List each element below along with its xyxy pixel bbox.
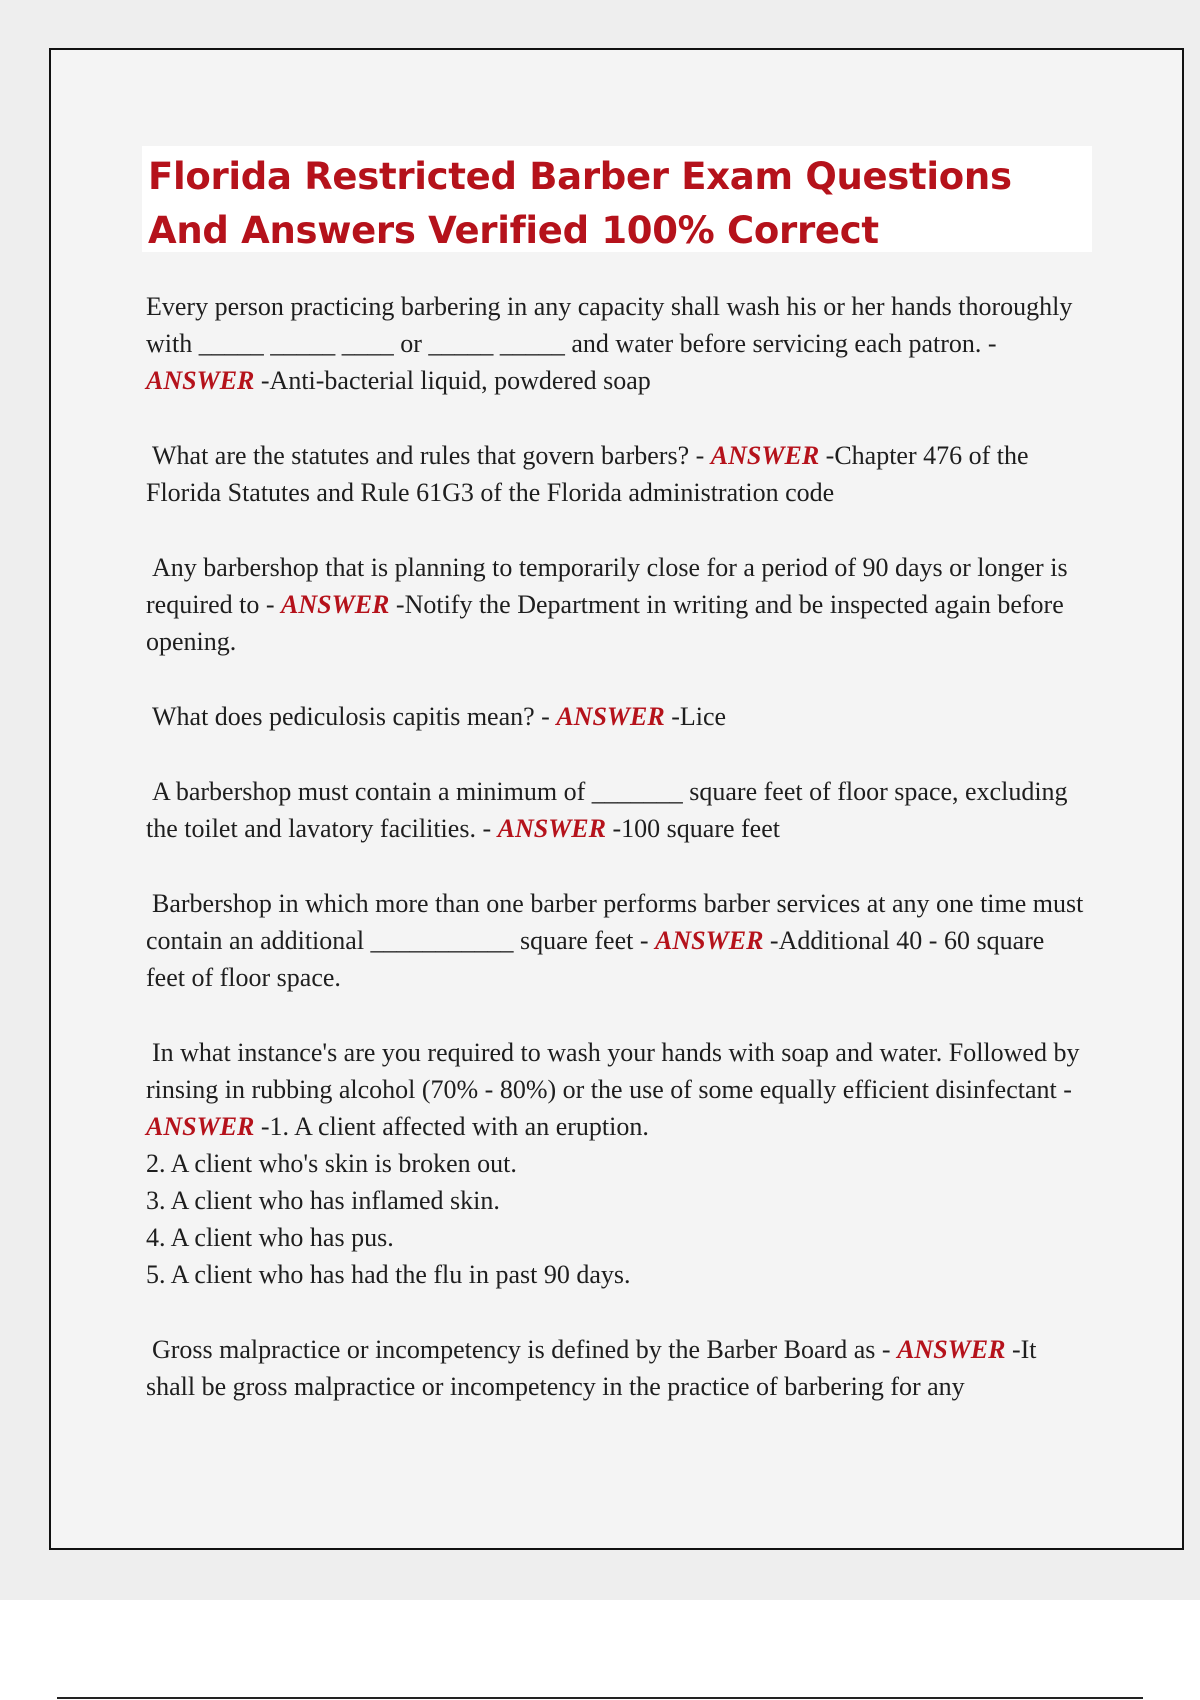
answer-text: -Additional 40 - 60 square feet of floor space. xyxy=(146,926,1045,992)
qa-item-1 xyxy=(146,288,1086,399)
answer-text: -100 square feet xyxy=(606,814,780,843)
answer-text: -1. A client affected with an eruption. xyxy=(254,1112,649,1141)
title-block xyxy=(142,146,1092,252)
answer-list-item: 5. A client who has had the flu in past 90 days. xyxy=(146,1260,631,1289)
qa-item-3 xyxy=(146,549,1086,660)
qa-item-5 xyxy=(146,773,1086,847)
answer-label: ANSWER xyxy=(146,366,255,395)
question-text: In what instance's are you required to wash your hands with soap and water. Followed by rinsing in rubbing alcohol (70% - 80%) or the use of some equally efficient disinfectant - xyxy=(146,1038,1080,1104)
answer-label: ANSWER xyxy=(897,1335,1006,1364)
answer-label: ANSWER xyxy=(556,702,665,731)
question-text: Gross malpractice or incompetency is defined by the Barber Board as - xyxy=(152,1335,898,1364)
question-text: Barbershop in which more than one barber performs barber services at any one time must contain an additional ___________ square feet - xyxy=(146,889,1084,955)
qa-item-4 xyxy=(146,698,1086,735)
answer-list-item: 4. A client who has pus. xyxy=(146,1223,394,1252)
answer-text: -Lice xyxy=(664,702,727,731)
qa-item-8 xyxy=(146,1331,1086,1405)
footer-divider xyxy=(57,1697,1143,1699)
answer-label: ANSWER xyxy=(655,926,764,955)
answer-text: -It shall be gross malpractice or incompetency in the practice of barbering for any xyxy=(146,1335,1037,1401)
answer-text: -Chapter 476 of the Florida Statutes and Rule 61G3 of the Florida administration code xyxy=(146,441,1029,507)
answer-label: ANSWER xyxy=(497,814,606,843)
document-title: Florida Restricted Barber Exam Questions And Answers Verified 100% Correct xyxy=(148,155,1012,252)
answer-label: ANSWER xyxy=(281,590,390,619)
question-text: Every person practicing barbering in any capacity shall wash his or her hands thoroughly with _____ _____ ____ or _____ _____ and water before servicing each patron. - xyxy=(146,292,1073,358)
qa-content xyxy=(146,288,1086,1443)
question-text: What does pediculosis capitis mean? - xyxy=(152,702,557,731)
answer-label: ANSWER xyxy=(710,441,820,470)
answer-text: -Notify the Department in writing and be inspected again before opening. xyxy=(146,590,1064,656)
answer-list-item: 2. A client who's skin is broken out. xyxy=(146,1149,517,1178)
question-text: A barbershop must contain a minimum of _______ square feet of floor space, excluding the toilet and lavatory facilities. - xyxy=(146,777,1068,843)
qa-item-2 xyxy=(146,437,1086,511)
answer-list-item: 3. A client who has inflamed skin. xyxy=(146,1186,500,1215)
qa-item-7 xyxy=(146,1034,1086,1293)
question-text: Any barbershop that is planning to temporarily close for a period of 90 days or longer is required to - xyxy=(146,553,1068,619)
answer-label: ANSWER xyxy=(146,1112,255,1141)
qa-item-6 xyxy=(146,885,1086,996)
answer-text: -Anti-bacterial liquid, powdered soap xyxy=(254,366,651,395)
question-text: What are the statutes and rules that govern barbers? - xyxy=(152,441,711,470)
